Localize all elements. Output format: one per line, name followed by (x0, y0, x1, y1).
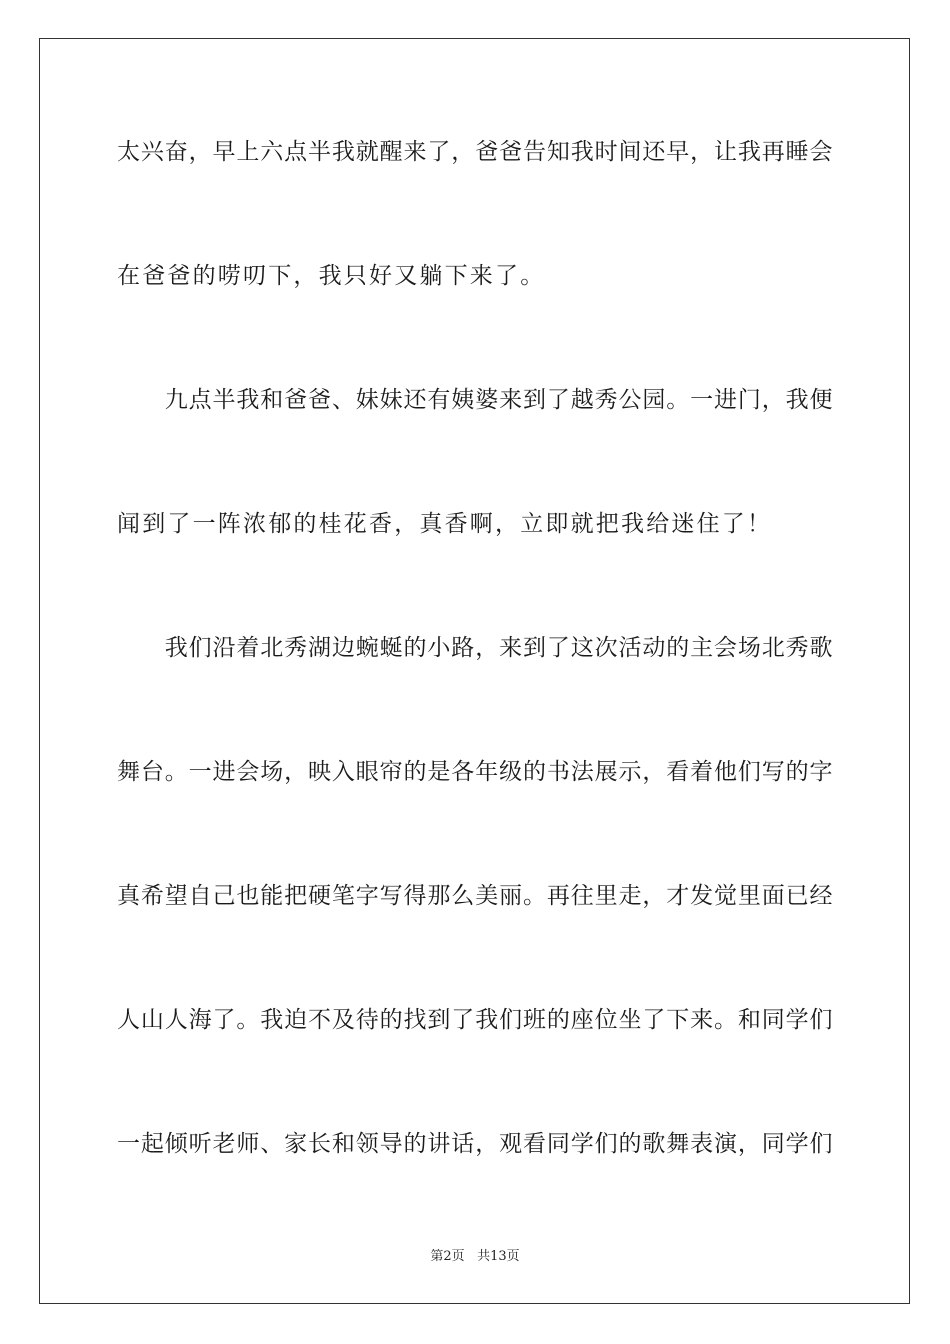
text-line-8: 人山人海了。我迫不及待的找到了我们班的座位坐了下来。和同学们 (117, 1007, 833, 1033)
text-line-2: 在爸爸的唠叨下，我只好又躺下来了。 (117, 263, 546, 289)
text-line-7: 真希望自己也能把硬笔字写得那么美丽。再往里走，才发觉里面已经 (117, 883, 833, 909)
text-line-1: 太兴奋，早上六点半我就醒来了，爸爸告知我时间还早，让我再睡会 (117, 139, 833, 165)
page-frame (39, 38, 910, 1304)
text-line-5: 我们沿着北秀湖边蜿蜒的小路，来到了这次活动的主会场北秀歌 (117, 635, 833, 661)
text-line-9: 一起倾听老师、家长和领导的讲话，观看同学们的歌舞表演，同学们 (117, 1131, 833, 1157)
page-footer (0, 1248, 950, 1266)
page-total: 共13页 (477, 1249, 520, 1264)
text-line-4: 闻到了一阵浓郁的桂花香，真香啊，立即就把我给迷住了！ (117, 511, 773, 537)
page-number: 第2页 (430, 1249, 465, 1264)
text-line-6: 舞台。一进会场，映入眼帘的是各年级的书法展示，看着他们写的字 (117, 759, 833, 785)
text-line-3: 九点半我和爸爸、妹妹还有姨婆来到了越秀公园。一进门，我便 (117, 387, 833, 413)
